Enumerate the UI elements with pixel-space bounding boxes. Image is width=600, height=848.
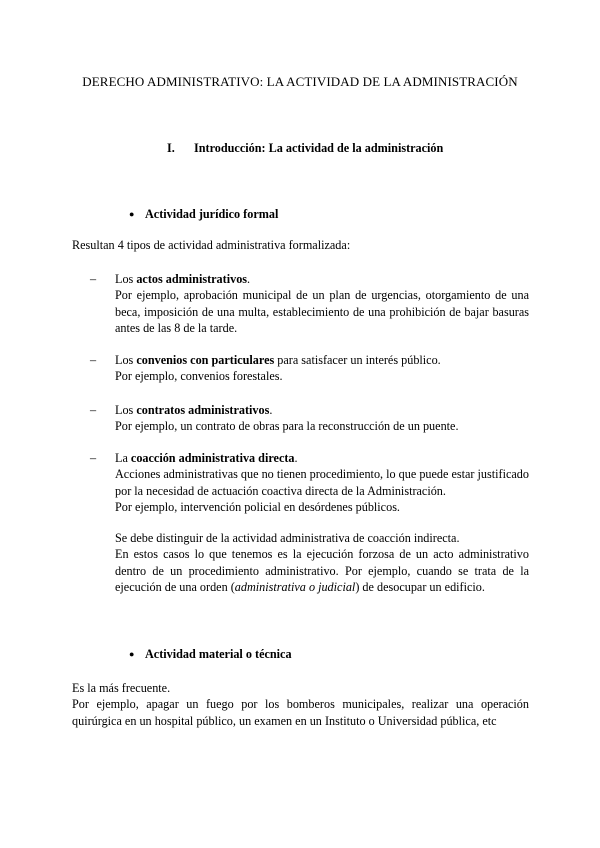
indirect-text-after: ) de desocupar un edificio. xyxy=(355,579,485,594)
bullet-label: Actividad material o técnica xyxy=(145,647,292,661)
list-item xyxy=(90,352,529,385)
document-title: DERECHO ADMINISTRATIVO: LA ACTIVIDAD DE LA ADMINISTRACIÓN xyxy=(82,74,518,89)
item-prefix: Los xyxy=(115,272,137,286)
item-prefix: La xyxy=(115,451,131,465)
dash-marker: – xyxy=(90,272,97,286)
dash-marker: – xyxy=(90,353,97,367)
intro-text: Resultan 4 tipos de actividad administrativa formalizada: xyxy=(72,238,351,252)
item-description: Acciones administrativas que no tienen procedimiento, lo que puede estar justificado por la necesidad de actuación coactiva directa de la Administración. xyxy=(115,467,529,498)
item-term: convenios con particulares xyxy=(136,353,275,367)
list-item xyxy=(90,450,529,515)
item-example: Por ejemplo, aprobación municipal de un plan de urgencias, otorgamiento de una beca, imposición de una multa, establecimiento de una prohibición de bajar basuras antes de las 8 de la tarde. xyxy=(115,288,529,335)
item-prefix: Los xyxy=(115,353,137,367)
item-term: actos administrativos xyxy=(136,272,248,286)
bullet-icon: ● xyxy=(129,209,135,219)
bullet-heading-material xyxy=(129,647,292,662)
section-number: I. xyxy=(167,141,175,155)
item-example: Por ejemplo, intervención policial en desórdenes públicos. xyxy=(115,499,400,514)
section-title: Introducción: La actividad de la administración xyxy=(194,141,444,155)
item-suffix: . xyxy=(294,451,298,465)
bullet-heading-juridico xyxy=(129,207,278,222)
indirect-line1: Se debe distinguir de la actividad administrativa de coacción indirecta. xyxy=(115,531,460,545)
bullet-label: Actividad jurídico formal xyxy=(145,207,279,221)
list-item xyxy=(90,271,529,336)
item-example: Por ejemplo, un contrato de obras para la reconstrucción de un puente. xyxy=(115,419,459,434)
item-suffix: . xyxy=(269,403,273,417)
dash-marker: – xyxy=(90,403,97,417)
indirect-text-before: En estos casos lo que tenemos es la ejecución forzosa de un acto administrativo dentro de un procedimiento administrativo. Por ejemplo, cuando se trata de la ejecución de una orden ( xyxy=(115,547,529,594)
material-line2: Por ejemplo, apagar un fuego por los bomberos municipales, realizar una operación quirúrgica en un hospital público, un examen en un Instituto o Universidad pública, etc xyxy=(72,697,529,728)
list-item xyxy=(90,402,529,435)
item-example: Por ejemplo, convenios forestales. xyxy=(115,369,283,384)
material-line1: Es la más frecuente. xyxy=(72,681,171,695)
dash-marker: – xyxy=(90,451,97,465)
material-paragraph xyxy=(72,680,529,729)
indirect-italic: administrativa o judicial xyxy=(234,579,356,594)
bullet-icon: ● xyxy=(129,649,135,659)
item-term: coacción administrativa directa xyxy=(130,451,295,465)
item-term: contratos administrativos xyxy=(136,403,270,417)
indirect-line2 xyxy=(115,546,529,595)
item-prefix: Los xyxy=(115,403,137,417)
item-suffix: para satisfacer un interés público. xyxy=(274,353,441,367)
item-suffix: . xyxy=(247,272,251,286)
indirect-coercion-note xyxy=(115,530,529,595)
